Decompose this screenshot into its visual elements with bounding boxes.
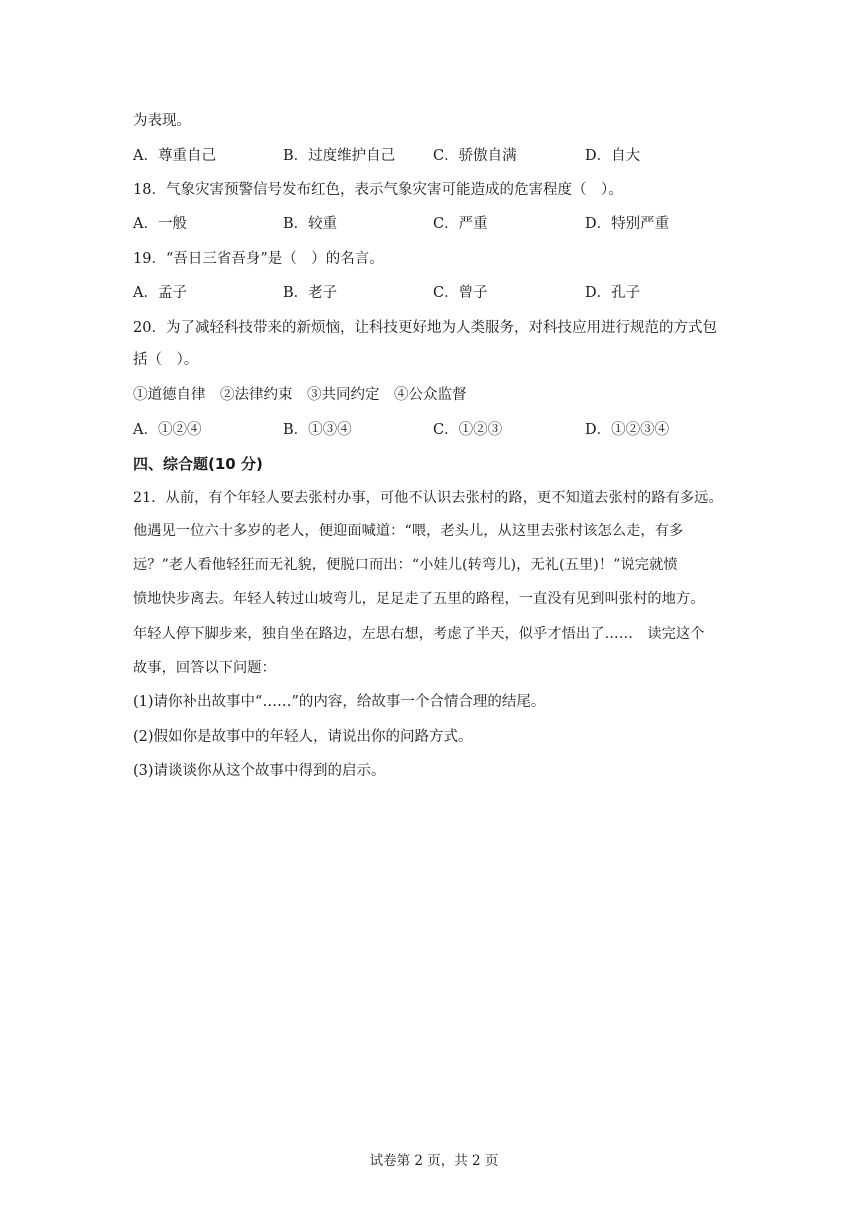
q21-story-line: 故事，回答以下问题： — [133, 660, 276, 676]
q21-story-line: 21．从前，有个年轻人要去张村办事，可他不认识去张村的路，更不知道去张村的路有多远。 — [133, 490, 723, 506]
page-footer: 试卷第 2 页，共 2 页 — [369, 1153, 499, 1169]
q17-option-a: A．尊重自己 — [133, 148, 216, 164]
q18-option-c: C．严重 — [433, 216, 488, 232]
q20-option-d: D．①②③④ — [585, 422, 670, 438]
q21-story-line: 年轻人停下脚步来，独自坐在路边，左思右想，考虑了半天，似乎才悟出了…… 读完这个 — [133, 626, 705, 642]
q19-stem: 19．“吾日三省吾身”是（ ）的名言。 — [133, 251, 384, 267]
q20-stem-line2: 括（ ）。 — [133, 352, 199, 368]
q21-story-line: 远？”老人看他轻狂而无礼貌，便脱口而出：“小娃儿(转弯儿)，无礼(五里)！”说完就愤 — [133, 557, 678, 573]
q20-stem-line1: 20．为了减轻科技带来的新烦恼，让科技更好地为人类服务，对科技应用进行规范的方式包 — [133, 320, 717, 336]
q17-option-b: B．过度维护自己 — [283, 148, 396, 164]
q20-option-b: B．①③④ — [283, 422, 352, 438]
q20-items: ①道德自律 ②法律约束 ③共同约定 ④公众监督 — [133, 387, 467, 403]
q17-stem-tail: 为表现。 — [133, 113, 191, 129]
q19-option-d: D．孔子 — [585, 285, 641, 301]
q21-story-line: 他遇见一位六十多岁的老人，便迎面喊道：“喂，老头儿，从这里去张村该怎么走，有多 — [133, 523, 684, 539]
q21-story-line: 愤地快步离去。年轻人转过山坡弯儿，足足走了五里的路程，一直没有见到叫张村的地方。 — [133, 591, 705, 607]
q18-stem: 18．气象灾害预警信号发布红色，表示气象灾害可能造成的危害程度（ ）。 — [133, 182, 623, 198]
q21-sub-question-1: (1)请你补出故事中“……”的内容，给故事一个合情合理的结尾。 — [133, 694, 546, 710]
q19-option-b: B．老子 — [283, 285, 338, 301]
q20-option-a: A．①②④ — [133, 422, 202, 438]
q20-option-c: C．①②③ — [433, 422, 503, 438]
q18-option-a: A．一般 — [133, 216, 187, 232]
section-heading: 四、综合题(10 分) — [133, 455, 263, 473]
q17-option-d: D．自大 — [585, 148, 641, 164]
q19-option-c: C．曾子 — [433, 285, 488, 301]
q18-option-b: B．较重 — [283, 216, 338, 232]
q18-option-d: D．特别严重 — [585, 216, 670, 232]
q17-option-c: C．骄傲自满 — [433, 148, 517, 164]
q21-sub-question-3: (3)请谈谈你从这个故事中得到的启示。 — [133, 763, 386, 779]
q19-option-a: A．孟子 — [133, 285, 187, 301]
q21-sub-question-2: (2)假如你是故事中的年轻人，请说出你的问路方式。 — [133, 729, 473, 745]
